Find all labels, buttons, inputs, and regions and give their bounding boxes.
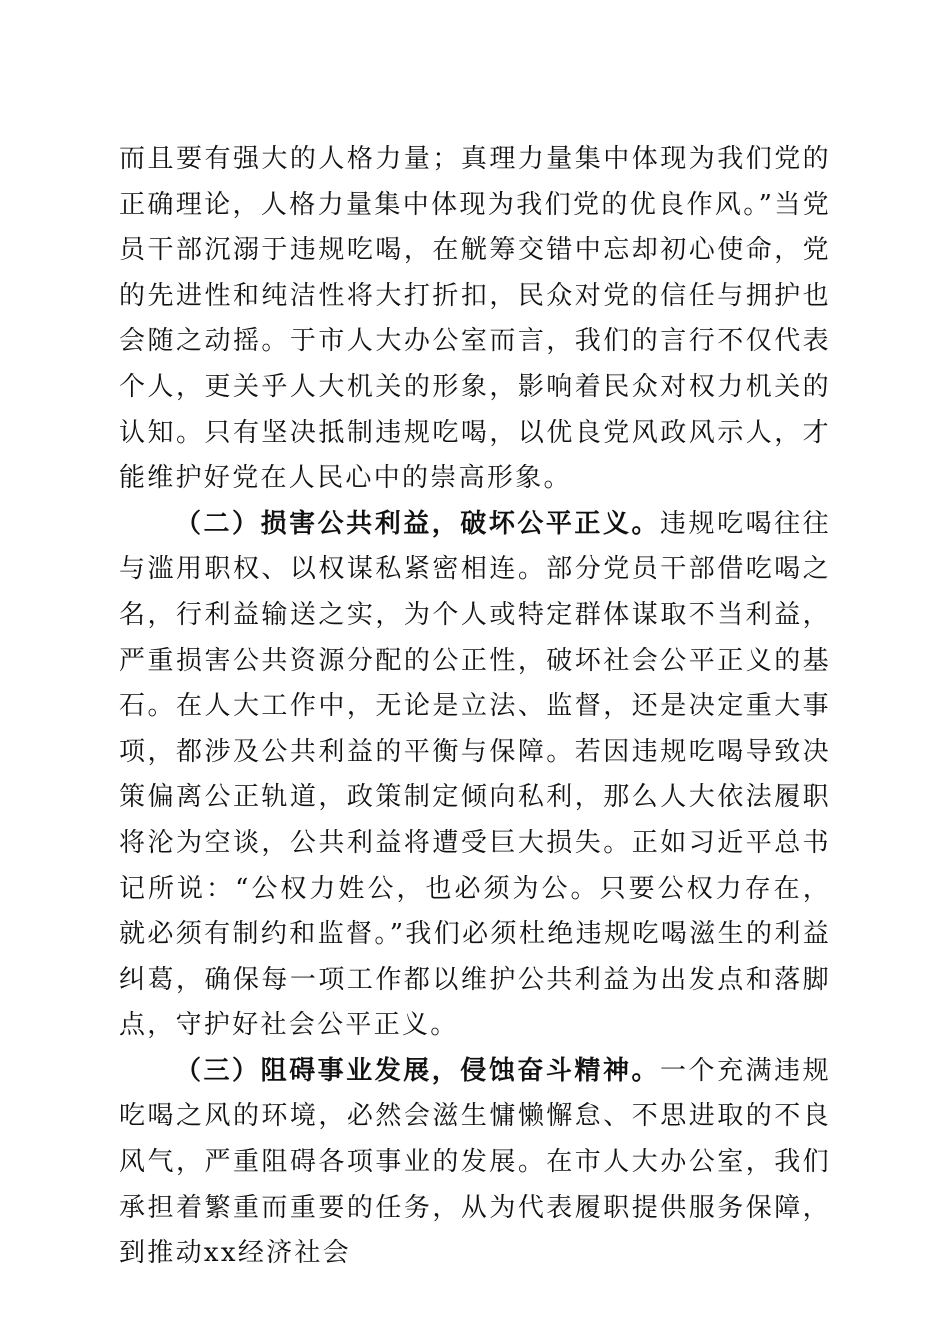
paragraph-2 [119, 502, 831, 1049]
section-heading-3: （三）阻碍事业发展，侵蚀奋斗精神。 [175, 1055, 661, 1086]
document-body [119, 137, 831, 1277]
section-heading-2: （二）损害公共利益，破坏公平正义。 [175, 508, 661, 539]
paragraph-1-body: 而且要有强大的人格力量；真理力量集中体现为我们党的正确理论，人格力量集中体现为我们党的优良作风。”当党员干部沉溺于违规吃喝，在觥筹交错中忘却初心使命，党的先进性和纯洁性将大打折扣，民众对党的信任与拥护也会随之动摇。于市人大办公室而言，我们的言行不仅代表个人，更关乎人大机关的形象，影响着民众对权力机关的认知。只有坚决抵制违规吃喝，以优良党风政风示人，才能维护好党在人民心中的崇高形象。 [119, 144, 831, 494]
paragraph-3 [119, 1049, 831, 1277]
paragraph-1 [119, 137, 831, 502]
paragraph-2-body: 违规吃喝往往与滥用职权、以权谋私紧密相连。部分党员干部借吃喝之名，行利益输送之实，为个人或特定群体谋取不当利益，严重损害公共资源分配的公正性，破坏社会公平正义的基石。在人大工作中，无论是立法、监督，还是决定重大事项，都涉及公共利益的平衡与保障。若因违规吃喝导致决策偏离公正轨道，政策制定倾向私利，那么人大依法履职将沦为空谈，公共利益将遭受巨大损失。正如习近平总书记所说：“公权力姓公，也必须为公。只要公权力存在，就必须有制约和监督。”我们必须杜绝违规吃喝滋生的利益纠葛，确保每一项工作都以维护公共利益为出发点和落脚点，守护好社会公平正义。 [119, 508, 831, 1041]
paragraph-3-body: 一个充满违规吃喝之风的环境，必然会滋生慵懒懈怠、不思进取的不良风气，严重阻碍各项事业的发展。在市人大办公室，我们承担着繁重而重要的任务，从为代表履职提供服务保障，到推动xx经济社会 [119, 1055, 831, 1269]
